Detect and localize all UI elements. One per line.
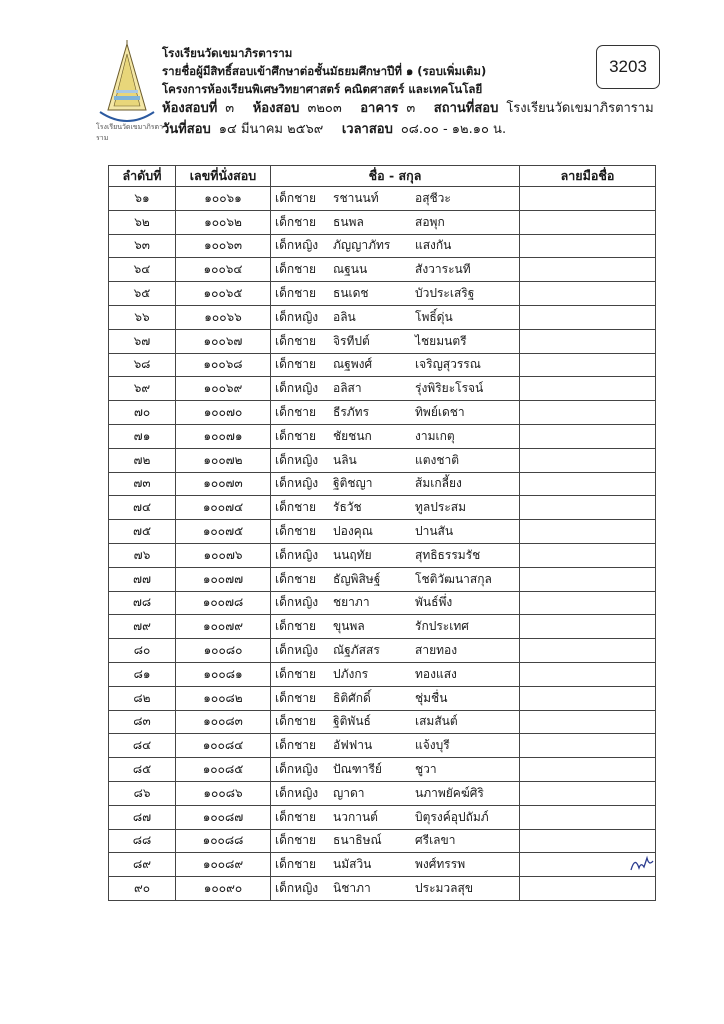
- first-name: นนฤทัย: [333, 547, 372, 562]
- candidate-name: [271, 187, 520, 211]
- seat-number: ๑๐๐๖๒: [176, 210, 271, 234]
- room-value: ๓: [225, 101, 235, 116]
- name-title: เด็กหญิง: [275, 762, 319, 777]
- last-name: โชติวัฒนาสกุล: [415, 571, 492, 586]
- candidate-name: [271, 520, 520, 544]
- name-title: เด็กชาย: [275, 619, 317, 634]
- candidate-name: [271, 353, 520, 377]
- name-title: เด็กชาย: [275, 571, 317, 586]
- seat-number: ๑๐๐๗๑: [176, 424, 271, 448]
- table-row: [109, 448, 656, 472]
- seat-number: ๑๐๐๗๔: [176, 496, 271, 520]
- last-name: ชูวา: [415, 762, 437, 777]
- order-number: ๘๑: [109, 662, 176, 686]
- room-number-badge: 3203: [596, 45, 660, 89]
- candidate-name: [271, 448, 520, 472]
- candidate-name: [271, 591, 520, 615]
- table-row: [109, 187, 656, 211]
- name-title: เด็กชาย: [275, 262, 317, 277]
- signature-cell[interactable]: [520, 353, 656, 377]
- last-name: สอพุก: [415, 214, 445, 229]
- order-number: ๘๗: [109, 805, 176, 829]
- table-row: [109, 496, 656, 520]
- first-name: รัธวัช: [333, 500, 362, 515]
- candidate-name: [271, 282, 520, 306]
- candidate-name: [271, 258, 520, 282]
- first-name: ขุนพล: [333, 619, 365, 634]
- first-name: ธนพล: [333, 214, 364, 229]
- candidate-name: [271, 877, 520, 901]
- name-title: เด็กชาย: [275, 714, 317, 729]
- name-title: เด็กหญิง: [275, 381, 319, 396]
- order-number: ๘๐: [109, 639, 176, 663]
- candidate-name: [271, 496, 520, 520]
- name-title: เด็กหญิง: [275, 595, 319, 610]
- table-row: [109, 805, 656, 829]
- name-title: เด็กหญิง: [275, 785, 319, 800]
- name-title: เด็กชาย: [275, 738, 317, 753]
- candidate-name: [271, 805, 520, 829]
- order-number: ๖๕: [109, 282, 176, 306]
- table-row: [109, 282, 656, 306]
- signature-cell[interactable]: [520, 187, 656, 211]
- candidate-name: [271, 781, 520, 805]
- name-title: เด็กชาย: [275, 214, 317, 229]
- document-header: [162, 44, 654, 140]
- order-number: ๙๐: [109, 877, 176, 901]
- seat-number: ๑๐๐๖๔: [176, 258, 271, 282]
- table-row: [109, 710, 656, 734]
- seat-number: ๑๐๐๗๙: [176, 615, 271, 639]
- first-name: ณฐพงศ์: [333, 357, 373, 372]
- candidate-name: [271, 686, 520, 710]
- name-title: เด็กชาย: [275, 333, 317, 348]
- order-number: ๗๐: [109, 401, 176, 425]
- order-number: ๖๘: [109, 353, 176, 377]
- last-name: รุ่งพิริยะโรจน์: [415, 381, 484, 396]
- first-name: ธิติศักดิ์: [333, 690, 371, 705]
- seat-number: ๑๐๐๘๖: [176, 781, 271, 805]
- seat-number: ๑๐๐๗๒: [176, 448, 271, 472]
- candidate-table: [108, 165, 656, 901]
- candidate-name: [271, 853, 520, 877]
- name-title: เด็กหญิง: [275, 476, 319, 491]
- date-value: ๑๔ มีนาคม ๒๕๖๙: [218, 122, 324, 137]
- seat-number: ๑๐๐๗๐: [176, 401, 271, 425]
- signature-cell[interactable]: [520, 520, 656, 544]
- signature-cell[interactable]: [520, 282, 656, 306]
- candidate-name: [271, 829, 520, 853]
- first-name: ปองคุณ: [333, 524, 373, 539]
- table-row: [109, 877, 656, 901]
- name-title: เด็กหญิง: [275, 238, 319, 253]
- last-name: เจริญสุวรรณ: [415, 357, 481, 372]
- seat-number: ๑๐๐๘๑: [176, 662, 271, 686]
- signature-cell[interactable]: [520, 710, 656, 734]
- signature-cell[interactable]: [520, 734, 656, 758]
- name-title: เด็กหญิง: [275, 309, 319, 324]
- school-seal-logo: [96, 40, 158, 130]
- name-title: เด็กชาย: [275, 190, 317, 205]
- name-title: เด็กชาย: [275, 524, 317, 539]
- name-title: เด็กหญิง: [275, 452, 319, 467]
- table-row: [109, 234, 656, 258]
- name-title: เด็กหญิง: [275, 881, 319, 895]
- logo-caption: โรงเรียนวัดเขมาภิรตาราม: [96, 123, 164, 142]
- seat-number: ๑๐๐๘๐: [176, 639, 271, 663]
- date-label: วันที่สอบ: [162, 122, 211, 137]
- name-title: เด็กชาย: [275, 833, 317, 848]
- building-value: ๓: [406, 101, 416, 116]
- last-name: ส้มเกลี้ยง: [415, 476, 462, 491]
- order-number: ๘๔: [109, 734, 176, 758]
- table-row: [109, 258, 656, 282]
- candidate-name: [271, 424, 520, 448]
- last-name: ทิพย์เดชา: [415, 405, 465, 420]
- first-name: ชัยชนก: [333, 428, 372, 443]
- last-name: แจ้งบุรี: [415, 738, 450, 753]
- name-title: เด็กหญิง: [275, 643, 319, 658]
- signature-cell[interactable]: [520, 805, 656, 829]
- name-title: เด็กชาย: [275, 428, 317, 443]
- order-number: ๖๒: [109, 210, 176, 234]
- signature-cell[interactable]: [520, 472, 656, 496]
- table-row: [109, 567, 656, 591]
- signature-cell[interactable]: [520, 543, 656, 567]
- first-name: ธนเดช: [333, 286, 369, 301]
- candidate-name: [271, 401, 520, 425]
- seat-number: ๑๐๐๖๑: [176, 187, 271, 211]
- table-row: [109, 781, 656, 805]
- name-title: เด็กชาย: [275, 405, 317, 420]
- first-name: ธนาธิษณ์: [333, 833, 382, 848]
- first-name: นิชาภา: [333, 881, 371, 895]
- table-row: [109, 543, 656, 567]
- name-title: เด็กชาย: [275, 357, 317, 372]
- last-name: รักประเทศ: [415, 619, 469, 634]
- signature-cell[interactable]: [520, 781, 656, 805]
- first-name: จิรทีปต์: [333, 333, 370, 348]
- exam-location-line: [162, 98, 654, 119]
- signature-cell[interactable]: [520, 496, 656, 520]
- first-name: ฐิติพันธ์: [333, 714, 371, 729]
- table-row: [109, 424, 656, 448]
- room-no-label: ห้องสอบ: [252, 101, 300, 116]
- candidate-name: [271, 758, 520, 782]
- signature-cell[interactable]: [520, 329, 656, 353]
- candidate-name: [271, 734, 520, 758]
- exam-time-line: [162, 119, 642, 140]
- last-name: ทองแสง: [415, 666, 457, 681]
- order-number: ๖๗: [109, 329, 176, 353]
- candidate-name: [271, 234, 520, 258]
- room-label: ห้องสอบที่: [162, 101, 218, 116]
- table-row: [109, 758, 656, 782]
- order-number: ๘๕: [109, 758, 176, 782]
- signature-cell[interactable]: [520, 662, 656, 686]
- signature-cell[interactable]: [520, 829, 656, 853]
- first-name: นวกานต์: [333, 809, 378, 824]
- name-title: เด็กชาย: [275, 857, 317, 872]
- name-title: เด็กชาย: [275, 666, 317, 681]
- last-name: พันธ์พึ่ง: [415, 595, 453, 610]
- time-value: ๐๘.๐๐ - ๑๒.๑๐ น.: [400, 122, 507, 137]
- last-name: บิตุรงค์อุปถัมภ์: [415, 809, 489, 824]
- table-row: [109, 686, 656, 710]
- order-number: ๘๖: [109, 781, 176, 805]
- seat-number: ๑๐๐๘๗: [176, 805, 271, 829]
- first-name: อลิสา: [333, 381, 362, 396]
- last-name: แสงกัน: [415, 238, 452, 253]
- last-name: แตงชาติ: [415, 452, 460, 467]
- last-name: นภาพยัคฆ์ศิริ: [415, 785, 484, 800]
- first-name: นมัสวิน: [333, 857, 372, 872]
- order-number: ๘๒: [109, 686, 176, 710]
- candidate-name: [271, 639, 520, 663]
- order-number: ๘๙: [109, 853, 176, 877]
- col-signature: ลายมือชื่อ: [520, 166, 656, 187]
- signature-cell[interactable]: [520, 615, 656, 639]
- name-title: เด็กชาย: [275, 690, 317, 705]
- table-row: [109, 662, 656, 686]
- first-name: ภัญญาภัทร: [333, 238, 391, 253]
- venue-value: โรงเรียนวัดเขมาภิรตาราม: [506, 101, 654, 116]
- table-row: [109, 853, 656, 877]
- candidate-name: [271, 662, 520, 686]
- handwritten-initials-icon: [628, 852, 656, 874]
- seat-number: ๑๐๐๖๓: [176, 234, 271, 258]
- order-number: ๗๑: [109, 424, 176, 448]
- signature-cell[interactable]: [520, 567, 656, 591]
- signature-cell[interactable]: [520, 305, 656, 329]
- order-number: ๗๒: [109, 448, 176, 472]
- seat-number: ๑๐๐๗๖: [176, 543, 271, 567]
- seat-number: ๑๐๐๘๓: [176, 710, 271, 734]
- seat-number: ๑๐๐๖๕: [176, 282, 271, 306]
- candidate-name: [271, 567, 520, 591]
- order-number: ๗๕: [109, 520, 176, 544]
- signature-cell[interactable]: [520, 758, 656, 782]
- room-no-value: ๓๒๐๓: [307, 101, 342, 116]
- first-name: ชยาภา: [333, 595, 370, 610]
- list-title: รายชื่อผู้มีสิทธิ์สอบเข้าศึกษาต่อชั้นมัธยมศึกษาปีที่ ๑ (รอบเพิ่มเติม): [162, 64, 487, 78]
- last-name: อสุชีวะ: [415, 190, 451, 205]
- school-name: โรงเรียนวัดเขมาภิรตาราม: [162, 46, 293, 60]
- table-row: [109, 829, 656, 853]
- order-number: ๗๙: [109, 615, 176, 639]
- seat-number: ๑๐๐๙๐: [176, 877, 271, 901]
- table-row: [109, 377, 656, 401]
- signature-cell[interactable]: [520, 639, 656, 663]
- table-header-row: [109, 166, 656, 187]
- name-title: เด็กชาย: [275, 809, 317, 824]
- order-number: ๖๙: [109, 377, 176, 401]
- first-name: อัฟฟาน: [333, 738, 373, 753]
- table-row: [109, 329, 656, 353]
- seat-number: ๑๐๐๖๙: [176, 377, 271, 401]
- last-name: ทูลประสม: [415, 500, 467, 515]
- name-title: เด็กหญิง: [275, 547, 319, 562]
- first-name: นลิน: [333, 452, 357, 467]
- table-row: [109, 591, 656, 615]
- first-name: ณฐนน: [333, 262, 368, 277]
- signature-cell[interactable]: [520, 448, 656, 472]
- seat-number: ๑๐๐๗๓: [176, 472, 271, 496]
- first-name: อลิน: [333, 309, 356, 324]
- last-name: ไชยมนตรี: [415, 333, 467, 348]
- candidate-name: [271, 210, 520, 234]
- table-row: [109, 520, 656, 544]
- seat-number: ๑๐๐๘๘: [176, 829, 271, 853]
- candidate-name: [271, 377, 520, 401]
- col-seat: เลขที่นั่งสอบ: [176, 166, 271, 187]
- last-name: งามเกตุ: [415, 428, 455, 443]
- order-number: ๖๔: [109, 258, 176, 282]
- seat-number: ๑๐๐๖๖: [176, 305, 271, 329]
- candidate-name: [271, 329, 520, 353]
- building-label: อาคาร: [360, 101, 399, 116]
- order-number: ๖๑: [109, 187, 176, 211]
- last-name: ประมวลสุข: [415, 881, 474, 895]
- signature-cell[interactable]: [520, 686, 656, 710]
- order-number: ๗๓: [109, 472, 176, 496]
- table-row: [109, 353, 656, 377]
- signature-cell[interactable]: [520, 401, 656, 425]
- first-name: ธีรภัทร: [333, 405, 370, 420]
- seat-number: ๑๐๐๖๗: [176, 329, 271, 353]
- last-name: โพธิ์ดุ่น: [415, 309, 453, 324]
- table-row: [109, 305, 656, 329]
- last-name: พงศ์ทรรพ: [415, 857, 466, 872]
- table-row: [109, 210, 656, 234]
- order-number: ๖๖: [109, 305, 176, 329]
- seat-number: ๑๐๐๘๕: [176, 758, 271, 782]
- last-name: บัวประเสริฐ: [415, 286, 475, 301]
- seat-number: ๑๐๐๖๘: [176, 353, 271, 377]
- signature-cell[interactable]: [520, 424, 656, 448]
- table-row: [109, 734, 656, 758]
- table-row: [109, 401, 656, 425]
- seat-number: ๑๐๐๘๔: [176, 734, 271, 758]
- first-name: รชานนท์: [333, 190, 379, 205]
- order-number: ๗๔: [109, 496, 176, 520]
- table-row: [109, 615, 656, 639]
- first-name: ฐิติชญา: [333, 476, 373, 491]
- signature-cell[interactable]: [520, 210, 656, 234]
- candidate-name: [271, 472, 520, 496]
- candidate-name: [271, 305, 520, 329]
- col-name: ชื่อ - สกุล: [271, 166, 520, 187]
- seat-number: ๑๐๐๘๙: [176, 853, 271, 877]
- first-name: ปัณฑารีย์: [333, 762, 382, 777]
- signature-cell[interactable]: [520, 377, 656, 401]
- seat-number: ๑๐๐๘๒: [176, 686, 271, 710]
- candidate-name: [271, 543, 520, 567]
- table-row: [109, 472, 656, 496]
- name-title: เด็กชาย: [275, 286, 317, 301]
- seat-number: ๑๐๐๗๗: [176, 567, 271, 591]
- last-name: เสมสันต์: [415, 714, 458, 729]
- signature-cell[interactable]: [520, 234, 656, 258]
- last-name: สังวาระนที: [415, 262, 471, 277]
- first-name: ญาดา: [333, 785, 365, 800]
- last-name: ศรีเลขา: [415, 833, 456, 848]
- signature-cell[interactable]: [520, 591, 656, 615]
- order-number: ๘๘: [109, 829, 176, 853]
- order-number: ๗๖: [109, 543, 176, 567]
- seat-number: ๑๐๐๗๕: [176, 520, 271, 544]
- first-name: ปภังกร: [333, 666, 369, 681]
- venue-label: สถานที่สอบ: [433, 101, 499, 116]
- candidate-name: [271, 615, 520, 639]
- last-name: สุทธิธรรมรัช: [415, 547, 481, 562]
- signature-cell[interactable]: [520, 258, 656, 282]
- order-number: ๗๘: [109, 591, 176, 615]
- signature-cell[interactable]: [520, 877, 656, 901]
- table-row: [109, 639, 656, 663]
- seat-number: ๑๐๐๗๘: [176, 591, 271, 615]
- order-number: ๘๓: [109, 710, 176, 734]
- last-name: สายทอง: [415, 643, 458, 658]
- order-number: ๗๗: [109, 567, 176, 591]
- first-name: ธัญพิสิษฐ์: [333, 571, 381, 586]
- first-name: ณัฐภัสสร: [333, 643, 380, 658]
- candidate-name: [271, 710, 520, 734]
- name-title: เด็กชาย: [275, 500, 317, 515]
- last-name: ปานสัน: [415, 524, 454, 539]
- time-label: เวลาสอบ: [341, 122, 393, 137]
- project-name: โครงการห้องเรียนพิเศษวิทยาศาสตร์ คณิตศาสตร์ และเทคโนโลยี: [162, 82, 483, 96]
- col-order: ลำดับที่: [109, 166, 176, 187]
- last-name: ชุ่มชื่น: [415, 690, 448, 705]
- order-number: ๖๓: [109, 234, 176, 258]
